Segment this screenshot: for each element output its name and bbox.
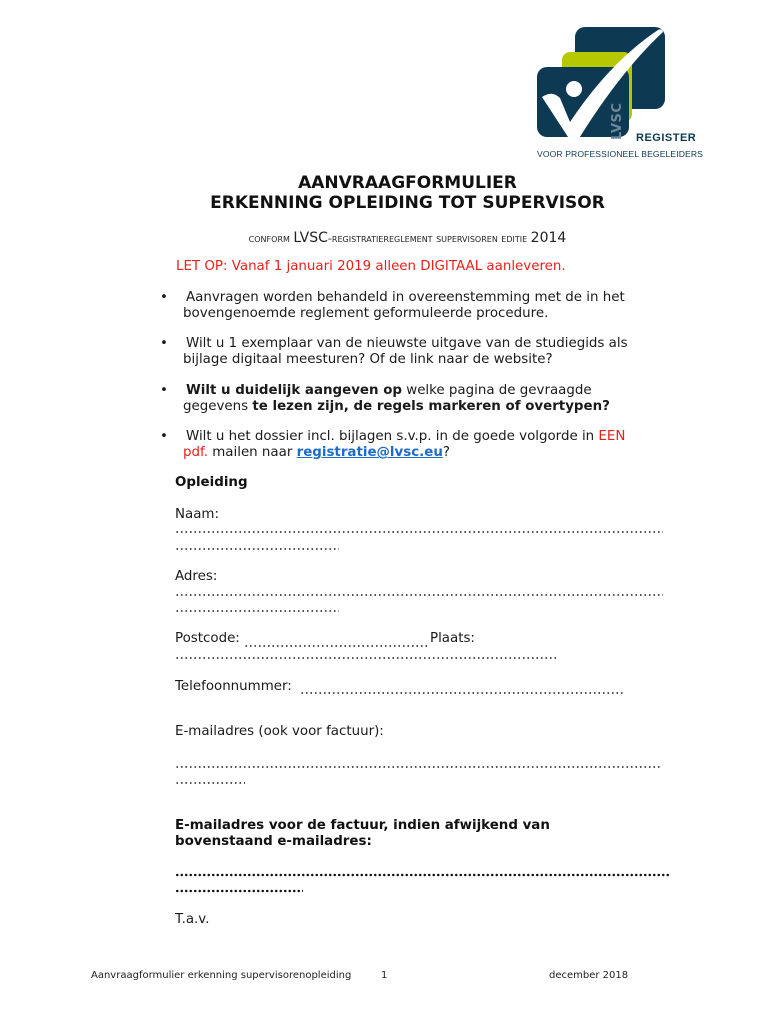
email-label: E-mailadres (ook voor factuur): bbox=[175, 724, 384, 739]
normal-text: gegevens bbox=[183, 399, 253, 414]
naam-field-line2[interactable] bbox=[175, 547, 339, 551]
bullet-text-line2: bijlage digitaal meesturen? Of de link naar de website? bbox=[183, 352, 553, 367]
telefoonnummer-field[interactable] bbox=[300, 691, 624, 695]
lvsc-register-logo bbox=[530, 22, 710, 162]
conform-year: 2014 bbox=[530, 230, 567, 246]
naam-field-line1[interactable] bbox=[175, 530, 663, 534]
bullet-icon: • bbox=[160, 290, 168, 305]
bold-text: Wilt u duidelijk aangeven op bbox=[186, 383, 402, 398]
normal-text: welke pagina de gevraagde bbox=[401, 383, 592, 398]
logo-register-text: REGISTER bbox=[636, 132, 697, 144]
footer-date: december 2018 bbox=[549, 970, 629, 981]
red-text: pdf. bbox=[183, 445, 208, 460]
factuur-email-label-line2: bovenstaand e-mailadres: bbox=[175, 834, 372, 849]
conform-subtitle bbox=[0, 230, 770, 246]
section-title-opleiding: Opleiding bbox=[175, 475, 248, 490]
email-link[interactable]: registratie@lvsc.eu bbox=[296, 445, 443, 460]
footer-doc-name: Aanvraagformulier erkenning supervisorenopleiding bbox=[91, 970, 352, 981]
page-title-line2: ERKENNING OPLEIDING TOT SUPERVISOR bbox=[210, 193, 605, 213]
footer-page-number: 1 bbox=[381, 970, 388, 981]
digital-notice: LET OP: Vanaf 1 januari 2019 alleen DIGITAAL aanleveren. bbox=[176, 259, 566, 274]
bullet-text-line2 bbox=[183, 399, 610, 415]
conform-word: conform bbox=[248, 232, 294, 245]
adres-label: Adres: bbox=[175, 569, 218, 584]
normal-text: Wilt u het dossier incl. bijlagen s.v.p. in de goede volgorde in bbox=[186, 429, 599, 444]
bullet-icon: • bbox=[160, 383, 168, 398]
factuur-email-label-line1: E-mailadres voor de factuur, indien afwijkend van bbox=[175, 818, 550, 833]
bullet-icon: • bbox=[160, 429, 168, 444]
plaats-label: Plaats: bbox=[430, 631, 475, 646]
postcode-label: Postcode: bbox=[175, 631, 240, 646]
bullet-text-line2: bovengenoemde reglement geformuleerde procedure. bbox=[183, 306, 549, 321]
red-text: EEN bbox=[598, 429, 626, 444]
adres-field-line1[interactable] bbox=[175, 593, 663, 597]
normal-text: ? bbox=[442, 445, 450, 460]
telefoonnummer-label: Telefoonnummer: bbox=[175, 679, 292, 694]
logo-lvsc-text: LVSC bbox=[610, 102, 625, 140]
conform-regulation: -registratiereglement supervisoren editie bbox=[327, 232, 531, 245]
adres-field-line2[interactable] bbox=[175, 609, 339, 613]
bullet-text-line2 bbox=[183, 445, 450, 461]
email-field-line1[interactable] bbox=[175, 765, 661, 769]
email-field-line2[interactable] bbox=[175, 781, 245, 785]
bullet-text-line1: Wilt u 1 exemplaar van de nieuwste uitgave van de studiegids als bbox=[186, 336, 628, 351]
plaats-field[interactable] bbox=[175, 656, 557, 660]
tav-label: T.a.v. bbox=[175, 912, 210, 927]
conform-lvsc: LVSC bbox=[293, 230, 328, 246]
postcode-field[interactable] bbox=[244, 644, 430, 648]
normal-text: mailen naar bbox=[208, 445, 297, 460]
factuur-email-field-line2[interactable] bbox=[175, 889, 303, 893]
logo-subtitle: VOOR PROFESSIONEEL BEGELEIDERS bbox=[537, 149, 704, 159]
bold-text: te lezen zijn, de regels markeren of overtypen? bbox=[252, 399, 610, 414]
page-title-line1: AANVRAAGFORMULIER bbox=[298, 173, 517, 193]
bullet-text-line1: Aanvragen worden behandeld in overeenstemming met de in het bbox=[186, 290, 625, 305]
factuur-email-field-line1[interactable] bbox=[175, 873, 671, 877]
bullet-icon: • bbox=[160, 336, 168, 351]
bullet-text-line1 bbox=[186, 429, 625, 445]
bullet-text-line1 bbox=[186, 383, 592, 399]
naam-label: Naam: bbox=[175, 507, 219, 522]
